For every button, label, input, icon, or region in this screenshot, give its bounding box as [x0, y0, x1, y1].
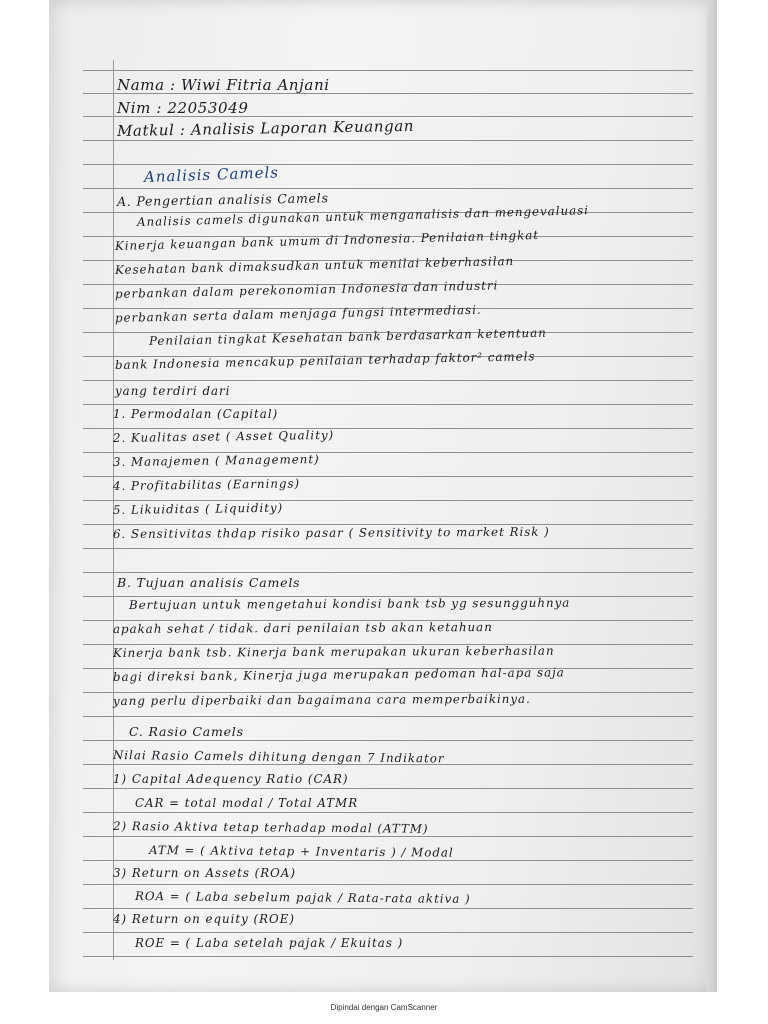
ruled-line — [83, 476, 693, 477]
ratio-title: 2) Rasio Aktiva tetap terhadap modal (ATTM) — [112, 819, 429, 836]
ruled-line — [83, 836, 693, 837]
section-a-line: Kinerja keuangan bank umum di Indonesia. Penilaian tingkat — [114, 227, 540, 253]
section-a-line: perbankan serta dalam menjaga fungsi intermediasi. — [114, 302, 482, 325]
ruled-line — [83, 500, 693, 501]
ruled-line — [83, 788, 693, 789]
ruled-line — [83, 860, 693, 861]
ruled-line — [83, 140, 693, 141]
header-nim: Nim : 22053049 — [117, 99, 249, 117]
ruled-line — [83, 164, 693, 165]
section-a-line: Analisis camels digunakan untuk menganalisis dan mengevaluasi — [136, 203, 590, 229]
ruled-line — [83, 908, 693, 909]
ratio-title: 1) Capital Adequency Ratio (CAR) — [113, 772, 349, 786]
ruled-line — [83, 452, 693, 453]
ruled-line — [83, 716, 693, 717]
scanner-watermark: Dipindai dengan CamScanner — [330, 1003, 438, 1012]
ruled-line — [83, 428, 693, 429]
page-title: Analisis Camels — [143, 163, 280, 186]
section-c-heading: C. Rasio Camels — [129, 724, 244, 739]
camels-list-item: 5. Likuiditas ( Liquidity) — [112, 500, 284, 517]
ruled-line — [83, 548, 693, 549]
section-a-line: bank Indonesia mencakup penilaian terhadap faktor² camels — [114, 349, 536, 372]
ratio-formula: ROE = ( Laba setelah pajak / Ekuitas ) — [135, 936, 404, 950]
section-b-line: Kinerja bank tsb. Kinerja bank merupakan ukuran keberhasilan — [112, 643, 555, 660]
camels-list-item: 4. Profitabilitas (Earnings) — [112, 476, 301, 493]
camels-list-item: 2. Kualitas aset ( Asset Quality) — [112, 427, 335, 445]
ruled-line — [83, 70, 693, 71]
camels-list-item: 1. Permodalan (Capital) — [113, 407, 279, 421]
notebook-page — [49, 0, 717, 992]
page-edge-shadow — [707, 0, 717, 992]
ratio-formula: ROA = ( Laba sebelum pajak / Rata-rata aktiva ) — [134, 889, 471, 906]
camels-list-item: 3. Manajemen ( Management) — [112, 452, 320, 469]
section-a-heading: A. Pengertian analisis Camels — [116, 190, 329, 209]
header-matkul: Matkul : Analisis Laporan Keuangan — [116, 116, 415, 140]
section-a-line: Penilaian tingkat Kesehatan bank berdasarkan ketentuan — [148, 325, 547, 348]
section-c-line: Nilai Rasio Camels dihitung dengan 7 Indikator — [112, 748, 445, 766]
ruled-line — [83, 956, 693, 957]
section-b-line: yang perlu diperbaiki dan bagaimana cara memperbaikinya. — [112, 691, 531, 708]
ruled-line — [83, 380, 693, 381]
ruled-line — [83, 812, 693, 813]
section-b-heading: B. Tujuan analisis Camels — [117, 575, 301, 590]
ruled-line — [83, 188, 693, 189]
camels-list-item: 6. Sensitivitas thdap risiko pasar ( Sensitivity to market Risk ) — [112, 524, 550, 541]
ruled-line — [83, 404, 693, 405]
section-b-line: Bertujuan untuk mengetahui kondisi bank tsb yg sesungguhnya — [128, 595, 571, 612]
header-nama: Nama : Wiwi Fitria Anjani — [117, 76, 330, 94]
section-b-line: apakah sehat / tidak. dari penilaian tsb akan ketahuan — [112, 620, 493, 636]
section-a-line: Kesehatan bank dimaksudkan untuk menilai keberhasilan — [114, 253, 515, 277]
ratio-formula: ATM = ( Aktiva tetap + Inventaris ) / Modal — [148, 843, 454, 860]
ratio-formula: CAR = total modal / Total ATMR — [135, 796, 359, 810]
ruled-line — [83, 740, 693, 741]
section-b-line: bagi direksi bank, Kinerja juga merupakan pedoman hal-apa saja — [112, 665, 565, 684]
section-a-line: yang terdiri dari — [115, 384, 231, 398]
ratio-title: 4) Return on equity (ROE) — [113, 912, 295, 926]
ruled-line — [83, 884, 693, 885]
ruled-line — [83, 572, 693, 573]
section-a-line: perbankan dalam perekonomian Indonesia dan industri — [114, 278, 499, 301]
ratio-title: 3) Return on Assets (ROA) — [113, 866, 296, 880]
ruled-line — [83, 932, 693, 933]
